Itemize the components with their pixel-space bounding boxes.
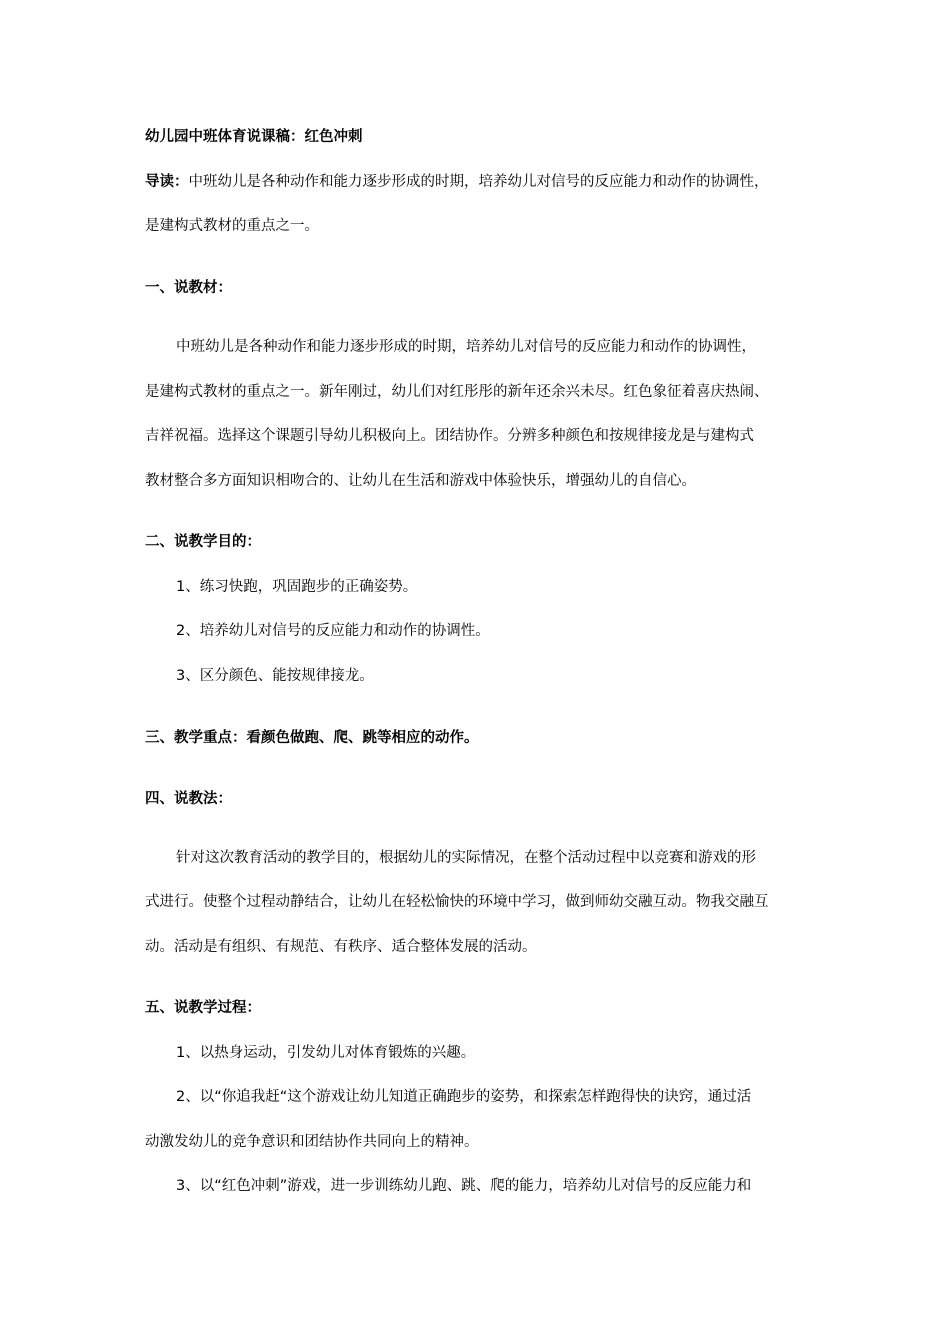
intro-line-1	[145, 172, 815, 192]
objective-item: 2、培养幼儿对信号的反应能力和动作的协调性。	[176, 623, 490, 639]
document-title: 幼儿园中班体育说课稿：红色冲刺	[145, 129, 363, 145]
section-1-heading: 一、说教材：	[145, 280, 232, 296]
intro-label: 导读：	[145, 174, 189, 190]
objective-item: 3、区分颜色、能按规律接龙。	[176, 668, 374, 684]
process-item: 2、以“你追我赶“这个游戏让幼儿知道正确跑步的姿势，和探索怎样跑得快的诀窍，通过活	[176, 1089, 752, 1105]
process-item-continued: 动激发幼儿的竞争意识和团结协作共同向上的精神。	[145, 1134, 479, 1150]
section-1-line: 是建构式教材的重点之一。新年刚过，幼儿们对红彤彤的新年还余兴未尽。红色象征着喜庆热闹、	[145, 384, 769, 400]
section-2-heading: 二、说教学目的：	[145, 534, 261, 550]
section-5-heading: 五、说教学过程：	[145, 1000, 261, 1016]
section-4-heading: 四、说教法：	[145, 791, 232, 807]
section-4-line: 式进行。使整个过程动静结合，让幼儿在轻松愉快的环境中学习，做到师幼交融互动。物我交融互	[145, 894, 769, 910]
section-1-line: 吉祥祝福。选择这个课题引导幼儿积极向上。团结协作。分辨多种颜色和按规律接龙是与建构式	[145, 428, 754, 444]
objective-item: 1、练习快跑，巩固跑步的正确姿势。	[176, 579, 418, 595]
intro-line-2: 是建构式教材的重点之一。	[145, 218, 319, 234]
section-1-line: 教材整合多方面知识相吻合的、让幼儿在生活和游戏中体验快乐，增强幼儿的自信心。	[145, 473, 696, 489]
section-1-line: 中班幼儿是各种动作和能力逐步形成的时期，培养幼儿对信号的反应能力和动作的协调性，	[176, 339, 756, 355]
process-item: 3、以“红色冲刺”游戏，进一步训练幼儿跑、跳、爬的能力，培养幼儿对信号的反应能力和	[176, 1178, 752, 1194]
section-4-line: 动。活动是有组织、有规范、有秩序、适合整体发展的活动。	[145, 939, 537, 955]
section-3-heading: 三、教学重点：看颜色做跑、爬、跳等相应的动作。	[145, 730, 479, 746]
intro-text-1: 中班幼儿是各种动作和能力逐步形成的时期，培养幼儿对信号的反应能力和动作的协调性，	[188, 174, 769, 190]
section-4-line: 针对这次教育活动的教学目的，根据幼儿的实际情况，在整个活动过程中以竞赛和游戏的形	[176, 850, 756, 866]
process-item: 1、以热身运动，引发幼儿对体育锻炼的兴趣。	[176, 1045, 476, 1061]
